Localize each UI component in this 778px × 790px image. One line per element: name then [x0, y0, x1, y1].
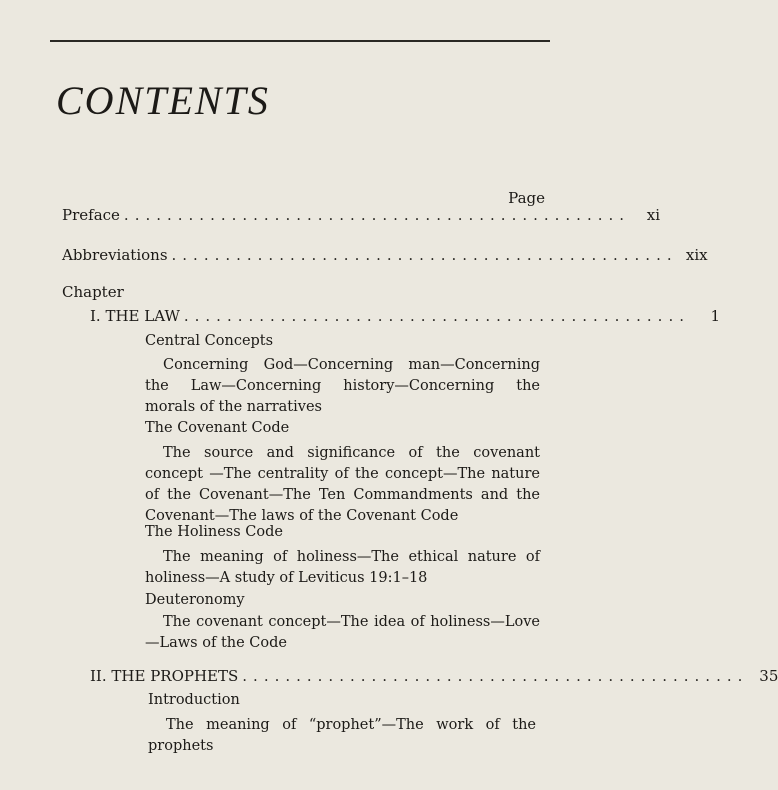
section-description: The meaning of holiness—The ethical nature of holiness—A study of Leviticus 19:1–18 [145, 549, 540, 586]
section-description: The source and significance of the covenant concept —The centrality of the concept—The nature of the Covenant—The Ten Commandments and the Covenant—The laws of the Covenant Code [145, 445, 540, 524]
toc-entry-page: xi [646, 206, 661, 224]
leader-dots: ............................................... [183, 307, 690, 325]
chapter-page: 35 [759, 667, 778, 685]
toc-entry-page: xix [685, 246, 708, 264]
section-title: Deuteronomy [145, 592, 245, 608]
toc-chapter-1 [90, 307, 720, 325]
page-column-header: Page [508, 189, 545, 207]
toc-entry-label: Preface [62, 206, 120, 224]
section-title: Central Concepts [145, 333, 274, 349]
section-description: The meaning of “prophet”—The work of the prophets [148, 717, 536, 754]
section-description: The covenant concept—The idea of holiness—Love—Laws of the Code [145, 614, 540, 651]
toc-entry-abbreviations [62, 246, 708, 264]
section-description: Concerning God—Concerning man—Concerning the Law—Concerning history—Concerning the morals of the narratives [145, 357, 540, 415]
leader-dots: ............................................... [242, 667, 749, 685]
toc-entry-preface [62, 206, 661, 224]
chapter-page: 1 [710, 307, 720, 325]
page-title: CONTENTS [56, 77, 270, 123]
section-title: Introduction [148, 692, 240, 708]
toc-chapter-2 [90, 667, 778, 685]
leader-dots: ............................................... [171, 246, 678, 264]
chapter-label: I. THE LAW [90, 307, 180, 325]
leader-dots: ............................................... [123, 206, 631, 224]
section-title: The Covenant Code [145, 420, 290, 436]
section-title: The Holiness Code [145, 524, 283, 540]
top-rule [50, 40, 550, 42]
toc-entry-label: Abbreviations [62, 246, 168, 264]
chapter-label: II. THE PROPHETS [90, 667, 239, 685]
chapter-heading: Chapter [62, 283, 124, 301]
